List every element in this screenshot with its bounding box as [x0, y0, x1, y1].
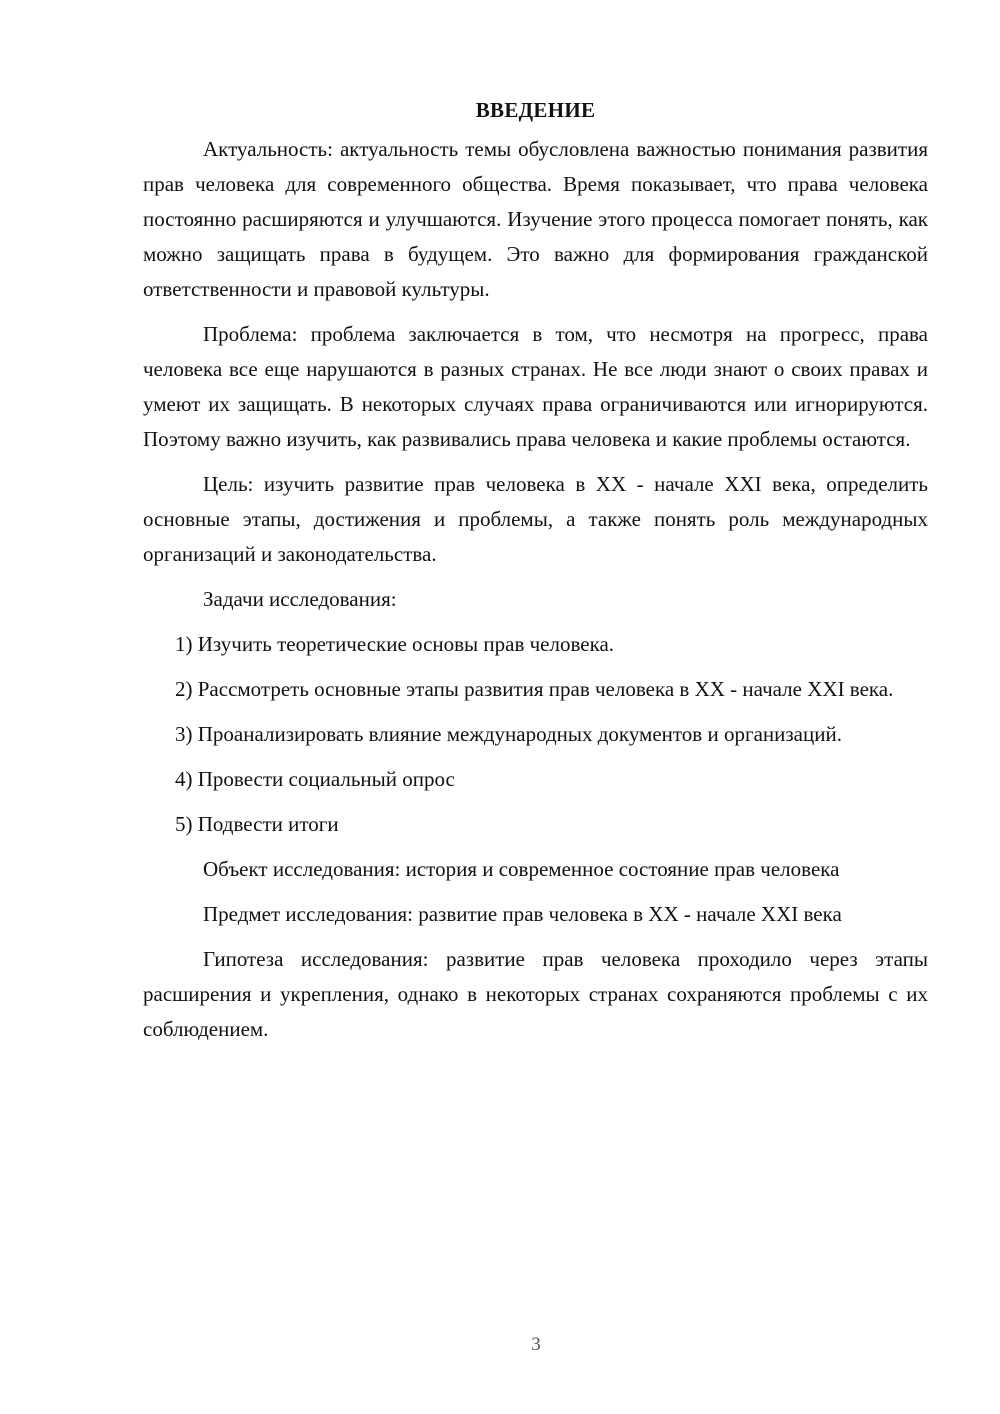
paragraph-tasks-heading: Задачи исследования:	[203, 587, 397, 611]
page-number: 3	[531, 1334, 541, 1355]
task-item-3: 3) Проанализировать влияние международных документов и организаций.	[175, 722, 842, 746]
paragraph-relevance: Актуальность: актуальность темы обусловлена важностью понимания развития прав человека для современного общества. Время показывает, что права человека постоянно расширяются и улучшаются. Изучение этого процесса помогает понять, как можно защищать права в будущем. Это важно для формирования гражданской ответственности и правовой культуры.	[143, 137, 928, 301]
paragraph-subject: Предмет исследования: развитие прав человека в XX - начале XXI века	[203, 902, 842, 926]
paragraph-goal: Цель: изучить развитие прав человека в XX - начале XXI века, определить основные этапы, достижения и проблемы, а также понять роль международных организаций и законодательства.	[143, 472, 928, 566]
paragraph-object: Объект исследования: история и современное состояние прав человека	[203, 857, 840, 881]
paragraph-hypothesis: Гипотеза исследования: развитие прав человека проходило через этапы расширения и укрепления, однако в некоторых странах сохраняются проблемы с их соблюдением.	[143, 947, 928, 1041]
task-item-4: 4) Провести социальный опрос	[175, 767, 455, 791]
task-item-2: 2) Рассмотреть основные этапы развития прав человека в XX - начале XXI века.	[175, 677, 894, 701]
task-item-1: 1) Изучить теоретические основы прав человека.	[175, 632, 615, 656]
paragraph-problem: Проблема: проблема заключается в том, что несмотря на прогресс, права человека все еще нарушаются в разных странах. Не все люди знают о своих правах и умеют их защищать. В некоторых случаях права ограничиваются или игнорируются. Поэтому важно изучить, как развивались права человека и какие проблемы остаются.	[143, 322, 928, 451]
document-page	[143, 93, 928, 1057]
task-item-5: 5) Подвести итоги	[175, 812, 339, 836]
section-heading: ВВЕДЕНИЕ	[475, 98, 596, 122]
